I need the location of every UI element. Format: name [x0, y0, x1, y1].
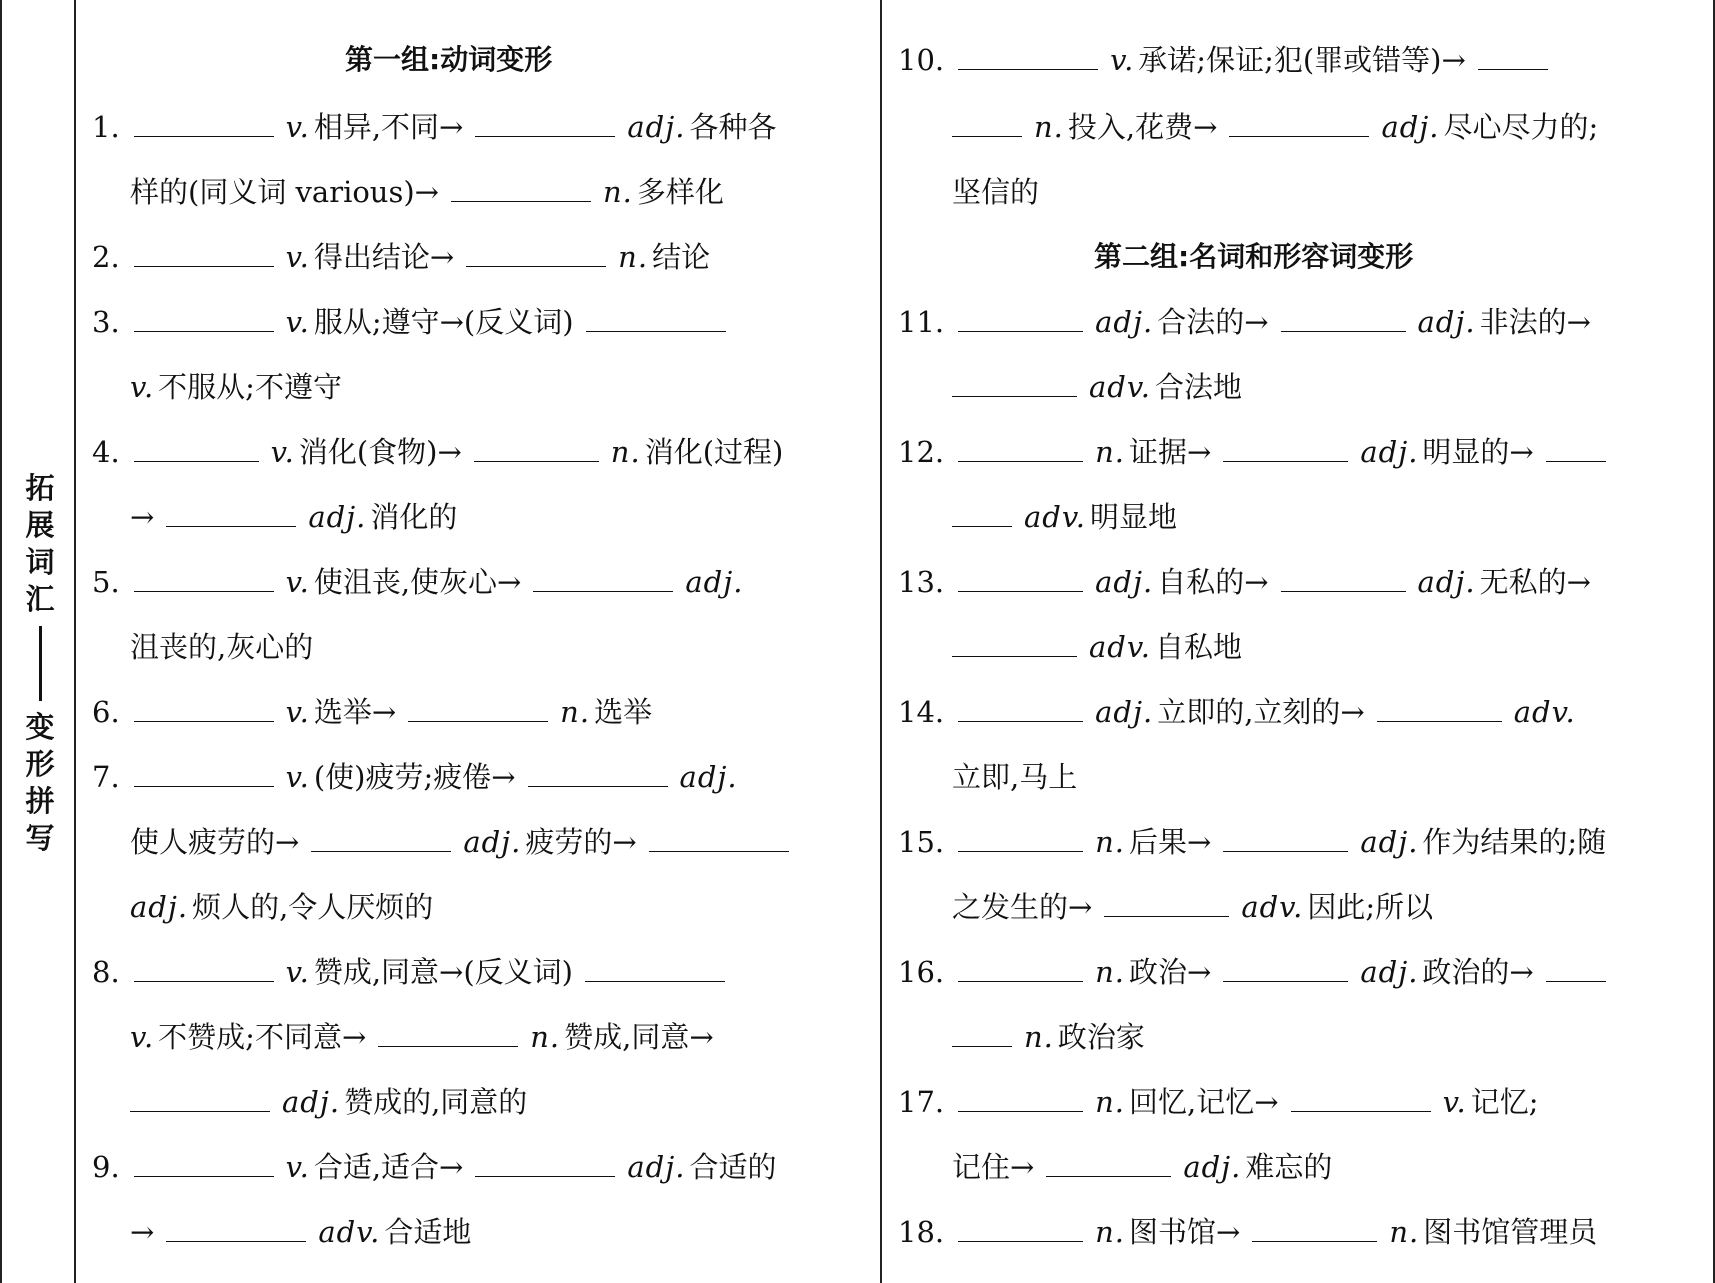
part-of-speech: n. — [560, 695, 591, 729]
answer-blank[interactable] — [134, 764, 274, 787]
definition: 作为结果的;随 — [1422, 825, 1607, 859]
item-1-cont — [130, 170, 724, 211]
item-8-cont2 — [130, 1080, 527, 1121]
answer-blank[interactable] — [134, 959, 274, 982]
answer-blank[interactable] — [475, 114, 615, 137]
definition: 不赞成;不同意→ — [158, 1020, 367, 1054]
answer-blank[interactable] — [952, 634, 1077, 657]
part-of-speech: adv. — [1024, 500, 1087, 534]
answer-blank[interactable] — [952, 114, 1022, 137]
part-of-speech: adj. — [1360, 435, 1419, 469]
answer-blank[interactable] — [474, 439, 599, 462]
item-9-cont — [130, 1210, 471, 1251]
answer-blank[interactable] — [311, 829, 451, 852]
definition: 烦人的,令人厌烦的 — [192, 890, 434, 924]
item-number: 1. — [92, 110, 120, 144]
definition: 不服从;不遵守 — [158, 370, 342, 404]
answer-blank[interactable] — [1223, 439, 1348, 462]
item-5 — [92, 560, 747, 601]
definition: 政治家 — [1057, 1020, 1145, 1054]
item-number: 11. — [898, 305, 945, 339]
definition: 各种各 — [689, 110, 777, 144]
definition: 图书馆管理员 — [1423, 1215, 1598, 1249]
item-number: 5. — [92, 565, 120, 599]
answer-blank[interactable] — [134, 244, 274, 267]
item-5-cont — [130, 625, 313, 666]
definition: (使)疲劳;疲倦→ — [313, 760, 516, 794]
item-number: 6. — [92, 695, 120, 729]
item-12-cont — [940, 495, 1177, 536]
side-label-char: 汇 — [25, 582, 55, 616]
definition: 合适,适合→ — [313, 1150, 464, 1184]
answer-blank[interactable] — [134, 309, 274, 332]
definition: 服从;遵守→(反义词) — [313, 305, 574, 339]
answer-blank[interactable] — [952, 504, 1012, 527]
item-number: 16. — [898, 955, 945, 989]
item-15 — [898, 820, 1606, 861]
item-number: 13. — [898, 565, 945, 599]
side-label-char: 写 — [25, 821, 55, 855]
part-of-speech: n. — [1095, 955, 1126, 989]
definition: 合适地 — [384, 1215, 472, 1249]
side-label-char: 词 — [25, 545, 55, 579]
part-of-speech: adj. — [282, 1085, 341, 1119]
part-of-speech: n. — [602, 175, 633, 209]
answer-blank[interactable] — [134, 699, 274, 722]
definition: 疲劳的→ — [525, 825, 637, 859]
arrow: → — [130, 500, 155, 534]
answer-blank[interactable] — [1046, 1154, 1171, 1177]
side-label-char: 拼 — [25, 784, 55, 818]
definition: 无私的→ — [1479, 565, 1591, 599]
item-7-cont — [130, 820, 801, 861]
definition: 回忆,记忆→ — [1129, 1085, 1279, 1119]
part-of-speech: n. — [1389, 1215, 1420, 1249]
definition: 合法地 — [1155, 370, 1243, 404]
answer-blank[interactable] — [166, 504, 296, 527]
answer-blank[interactable] — [585, 959, 725, 982]
answer-blank[interactable] — [166, 1219, 306, 1242]
definition: 投入,花费→ — [1067, 110, 1218, 144]
item-number: 12. — [898, 435, 945, 469]
item-number: 3. — [92, 305, 120, 339]
item-1 — [92, 105, 776, 146]
item-number: 17. — [898, 1085, 945, 1119]
answer-blank[interactable] — [1252, 1219, 1377, 1242]
item-11-cont — [940, 365, 1242, 406]
definition: 消化(过程) — [644, 435, 784, 469]
definition: 使沮丧,使灰心→ — [313, 565, 522, 599]
answer-blank[interactable] — [958, 47, 1098, 70]
group2-title: 第二组:名词和形容词变形 — [1094, 240, 1414, 273]
item-18 — [898, 1210, 1597, 1251]
part-of-speech: adj. — [685, 565, 744, 599]
item-4 — [92, 430, 783, 471]
answer-blank[interactable] — [958, 829, 1083, 852]
definition: 多样化 — [636, 175, 724, 209]
part-of-speech: v. — [285, 305, 310, 339]
answer-blank[interactable] — [378, 1024, 518, 1047]
item-number: 14. — [898, 695, 945, 729]
item-8 — [92, 950, 737, 991]
answer-blank[interactable] — [1546, 439, 1606, 462]
answer-blank[interactable] — [533, 569, 673, 592]
dash-divider — [39, 626, 42, 701]
definition: 因此;所以 — [1307, 890, 1434, 924]
part-of-speech: adj. — [627, 110, 686, 144]
definition: 赞成,同意→(反义词) — [313, 955, 573, 989]
item-13-cont — [940, 625, 1242, 666]
item-9 — [92, 1145, 776, 1186]
definition: 立即的,立刻的→ — [1157, 695, 1365, 729]
answer-blank[interactable] — [958, 309, 1083, 332]
item-6 — [92, 690, 652, 731]
center-column-divider — [880, 0, 882, 1283]
part-of-speech: v. — [285, 695, 310, 729]
answer-blank[interactable] — [1478, 47, 1548, 70]
side-label-char: 展 — [25, 508, 55, 542]
definition: 记住→ — [952, 1150, 1035, 1184]
answer-blank[interactable] — [958, 1219, 1083, 1242]
part-of-speech: n. — [1095, 825, 1126, 859]
answer-blank[interactable] — [958, 569, 1083, 592]
part-of-speech: adj. — [1360, 955, 1419, 989]
answer-blank[interactable] — [466, 244, 606, 267]
item-number: 7. — [92, 760, 120, 794]
part-of-speech: adv. — [1089, 630, 1152, 664]
item-number: 9. — [92, 1150, 120, 1184]
item-number: 10. — [898, 43, 945, 77]
part-of-speech: v. — [285, 110, 310, 144]
part-of-speech: n. — [610, 435, 641, 469]
item-number: 4. — [92, 435, 120, 469]
item-11 — [898, 300, 1591, 341]
answer-blank[interactable] — [1377, 699, 1502, 722]
part-of-speech: adj. — [1381, 110, 1440, 144]
item-4-cont — [130, 495, 457, 536]
part-of-speech: n. — [1034, 110, 1064, 144]
item-12 — [898, 430, 1618, 471]
arrow: → — [130, 1215, 155, 1249]
part-of-speech: adj. — [308, 500, 367, 534]
part-of-speech: adj. — [463, 825, 522, 859]
part-of-speech: n. — [1095, 1215, 1126, 1249]
item-10-cont — [940, 105, 1598, 146]
item-16 — [898, 950, 1618, 991]
answer-blank[interactable] — [528, 764, 668, 787]
part-of-speech: v. — [285, 240, 310, 274]
side-label-char: 形 — [25, 747, 55, 781]
answer-blank[interactable] — [586, 309, 726, 332]
part-of-speech: adj. — [1095, 305, 1154, 339]
part-of-speech: adj. — [679, 760, 738, 794]
part-of-speech: adj. — [1417, 305, 1476, 339]
part-of-speech: n. — [1095, 435, 1126, 469]
definition: 消化(食物)→ — [298, 435, 462, 469]
item-3 — [92, 300, 738, 341]
part-of-speech: adj. — [1095, 565, 1154, 599]
part-of-speech: adv. — [1241, 890, 1304, 924]
part-of-speech: n. — [618, 240, 649, 274]
item-number: 2. — [92, 240, 120, 274]
definition: 合法的→ — [1157, 305, 1269, 339]
side-label-char: 变 — [25, 710, 55, 744]
part-of-speech: v. — [130, 1020, 155, 1054]
part-of-speech: adj. — [130, 890, 189, 924]
answer-blank[interactable] — [134, 569, 274, 592]
answer-blank[interactable] — [475, 1154, 615, 1177]
part-of-speech: v. — [285, 760, 310, 794]
definition: 明显的→ — [1422, 435, 1534, 469]
part-of-speech: adj. — [1095, 695, 1154, 729]
definition: 尽心尽力的; — [1443, 110, 1599, 144]
item-number: 8. — [92, 955, 120, 989]
item-14 — [898, 690, 1580, 731]
part-of-speech: v. — [130, 370, 155, 404]
definition: 后果→ — [1129, 825, 1212, 859]
item-number: 15. — [898, 825, 945, 859]
answer-blank[interactable] — [130, 1089, 270, 1112]
item-17 — [898, 1080, 1539, 1121]
definition: 样的(同义词 various)→ — [130, 175, 439, 209]
definition: 难忘的 — [1245, 1150, 1333, 1184]
definition: 政治→ — [1129, 955, 1212, 989]
definition: 选举→ — [313, 695, 397, 729]
definition: 选举 — [594, 695, 653, 729]
part-of-speech: v. — [285, 565, 310, 599]
answer-blank[interactable] — [958, 699, 1083, 722]
definition: 自私地 — [1155, 630, 1243, 664]
answer-blank[interactable] — [1229, 114, 1369, 137]
part-of-speech: v. — [1442, 1085, 1467, 1119]
definition: 明显地 — [1090, 500, 1178, 534]
definition: 记忆; — [1470, 1085, 1539, 1119]
answer-blank[interactable] — [1281, 569, 1406, 592]
definition: 沮丧的,灰心的 — [130, 630, 314, 664]
answer-blank[interactable] — [408, 699, 548, 722]
part-of-speech: adj. — [1183, 1150, 1242, 1184]
definition: 赞成的,同意的 — [344, 1085, 528, 1119]
answer-blank[interactable] — [134, 1154, 274, 1177]
definition: 坚信的 — [952, 175, 1040, 209]
definition: 消化的 — [370, 500, 458, 534]
definition: 相异,不同→ — [313, 110, 464, 144]
item-16-cont — [940, 1015, 1145, 1056]
answer-blank[interactable] — [134, 439, 259, 462]
definition: 立即,马上 — [952, 760, 1078, 794]
part-of-speech: adv. — [318, 1215, 381, 1249]
part-of-speech: adv. — [1089, 370, 1152, 404]
definition: 政治的→ — [1422, 955, 1534, 989]
item-3-cont — [130, 365, 342, 406]
part-of-speech: v. — [1110, 43, 1135, 77]
item-10-cont2 — [952, 170, 1039, 211]
answer-blank[interactable] — [1546, 959, 1606, 982]
answer-blank[interactable] — [1223, 959, 1348, 982]
part-of-speech: v. — [270, 435, 295, 469]
answer-blank[interactable] — [952, 1024, 1012, 1047]
group1-title: 第一组:动词变形 — [345, 43, 553, 76]
part-of-speech: v. — [285, 1150, 310, 1184]
part-of-speech: adv. — [1513, 695, 1576, 729]
answer-blank[interactable] — [958, 1089, 1083, 1112]
definition: 使人疲劳的→ — [130, 825, 300, 859]
part-of-speech: n. — [1024, 1020, 1054, 1054]
definition: 得出结论→ — [313, 240, 455, 274]
item-7 — [92, 755, 742, 796]
definition: 图书馆→ — [1129, 1215, 1241, 1249]
answer-blank[interactable] — [1291, 1089, 1431, 1112]
item-15-cont — [952, 885, 1433, 926]
item-8-cont — [130, 1015, 714, 1056]
item-14-cont — [952, 755, 1077, 796]
part-of-speech: v. — [285, 955, 310, 989]
definition: 承诺;保证;犯(罪或错等)→ — [1138, 43, 1466, 77]
part-of-speech: adj. — [627, 1150, 686, 1184]
answer-blank[interactable] — [958, 959, 1083, 982]
part-of-speech: n. — [530, 1020, 561, 1054]
side-label — [20, 470, 60, 857]
definition: 结论 — [652, 240, 711, 274]
answer-blank[interactable] — [958, 439, 1083, 462]
side-label-char: 拓 — [25, 471, 55, 505]
answer-blank[interactable] — [649, 829, 789, 852]
definition: 合适的 — [689, 1150, 777, 1184]
side-column-divider — [74, 0, 76, 1283]
part-of-speech: adj. — [1360, 825, 1419, 859]
item-10 — [898, 38, 1560, 79]
item-2 — [92, 235, 710, 276]
definition: 非法的→ — [1479, 305, 1591, 339]
part-of-speech: adj. — [1417, 565, 1476, 599]
item-7-cont2 — [130, 885, 433, 926]
answer-blank[interactable] — [451, 179, 591, 202]
item-17-cont — [952, 1145, 1332, 1186]
definition: 之发生的→ — [952, 890, 1093, 924]
definition: 证据→ — [1129, 435, 1212, 469]
answer-blank[interactable] — [1223, 829, 1348, 852]
item-13 — [898, 560, 1591, 601]
item-number: 18. — [898, 1215, 945, 1249]
answer-blank[interactable] — [1281, 309, 1406, 332]
definition: 赞成,同意→ — [564, 1020, 714, 1054]
answer-blank[interactable] — [1104, 894, 1229, 917]
definition: 自私的→ — [1157, 565, 1269, 599]
answer-blank[interactable] — [952, 374, 1077, 397]
answer-blank[interactable] — [134, 114, 274, 137]
part-of-speech: n. — [1095, 1085, 1126, 1119]
